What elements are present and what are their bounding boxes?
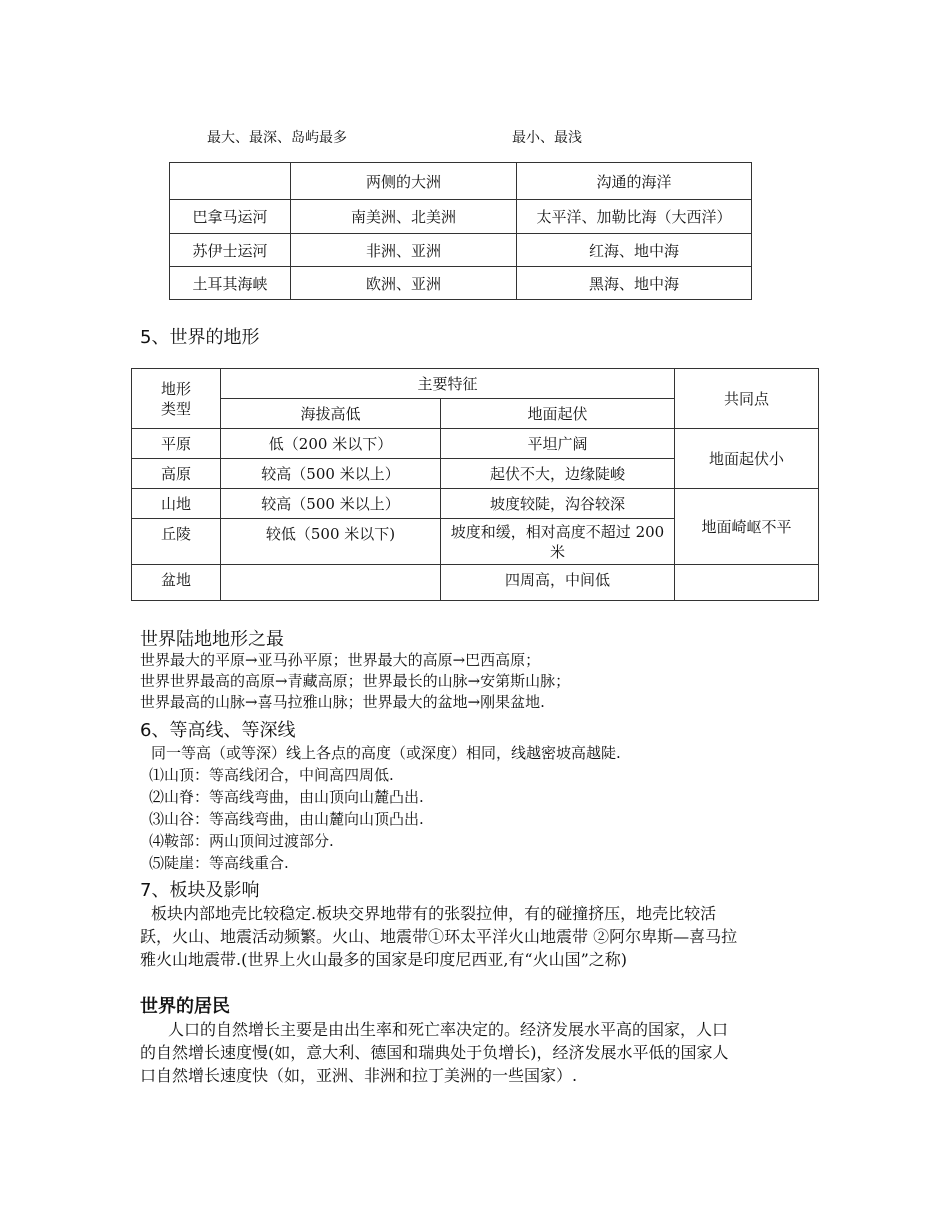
contour-item: ⑷鞍部：两山顶间过渡部分.: [149, 832, 334, 850]
top-note-left: 最大、最深、岛屿最多: [207, 130, 347, 146]
canal-continents: 非洲、亚洲: [291, 234, 517, 267]
table-row: [132, 489, 819, 519]
terrain-common-1: 地面起伏小: [675, 429, 819, 489]
records-line: 世界最高的山脉→喜马拉雅山脉；世界最大的盆地→刚果盆地.: [140, 693, 545, 711]
table-row: [170, 200, 752, 234]
terrain-header-relief: 地面起伏: [441, 399, 675, 429]
canal-oceans: 红海、地中海: [517, 234, 752, 267]
terrain-type: 盆地: [132, 565, 221, 601]
residents-line: 的自然增长速度慢(如，意大利、德国和瑞典处于负增长)，经济发展水平低的国家人: [140, 1043, 729, 1062]
section-6-title: 6、等高线、等深线: [140, 720, 296, 741]
canal-name: 巴拿马运河: [170, 200, 291, 234]
section-6-intro: 同一等高（或等深）线上各点的高度（或深度）相同，线越密坡高越陡.: [151, 744, 621, 762]
terrain-altitude: 较低（500 米以下): [221, 519, 441, 565]
terrain-type: 丘陵: [132, 519, 221, 565]
terrain-altitude: [221, 565, 441, 601]
canal-continents: 南美洲、北美洲: [291, 200, 517, 234]
residents-line: 人口的自然增长主要是由出生率和死亡率决定的。经济发展水平高的国家，人口: [168, 1020, 729, 1039]
residents-title: 世界的居民: [140, 996, 230, 1017]
canal-name: 苏伊士运河: [170, 234, 291, 267]
contour-item: ⑸陡崖：等高线重合.: [149, 854, 289, 872]
residents-line: 口自然增长速度快（如，亚洲、非洲和拉丁美洲的一些国家）.: [140, 1066, 578, 1085]
canal-table: [169, 162, 752, 300]
terrain-relief: 四周高，中间低: [441, 565, 675, 601]
canal-header-oceans: 沟通的海洋: [517, 163, 752, 200]
section-5-title: 5、世界的地形: [140, 327, 260, 348]
terrain-relief: 坡度和缓，相对高度不超过 200 米: [441, 519, 675, 565]
canal-oceans: 太平洋、加勒比海（大西洋）: [517, 200, 752, 234]
terrain-relief: 起伏不大，边缘陡峻: [441, 459, 675, 489]
terrain-altitude: 较高（500 米以上）: [221, 459, 441, 489]
table-row: [132, 565, 819, 601]
terrain-common-blank: [675, 565, 819, 601]
terrain-relief: 平坦广阔: [441, 429, 675, 459]
canal-continents: 欧洲、亚洲: [291, 267, 517, 300]
terrain-altitude: 低（200 米以下）: [221, 429, 441, 459]
top-note-right: 最小、最浅: [512, 130, 582, 146]
terrain-type: 山地: [132, 489, 221, 519]
terrain-type: 平原: [132, 429, 221, 459]
records-line: 世界最大的平原→亚马孙平原；世界最大的高原→巴西高原；: [140, 651, 541, 669]
canal-table-header: [170, 163, 752, 200]
canal-header-continents: 两侧的大洲: [291, 163, 517, 200]
contour-item: ⑶山谷：等高线弯曲，由山麓向山顶凸出.: [149, 810, 424, 828]
plate-line: 板块内部地壳比较稳定.板块交界地带有的张裂拉伸，有的碰撞挤压，地壳比较活: [151, 904, 717, 923]
canal-name: 土耳其海峡: [170, 267, 291, 300]
terrain-header-main: 主要特征: [221, 369, 675, 399]
terrain-header-common: 共同点: [675, 369, 819, 429]
canal-oceans: 黑海、地中海: [517, 267, 752, 300]
table-row: [170, 234, 752, 267]
contour-item: ⑴山顶：等高线闭合，中间高四周低.: [149, 766, 394, 784]
terrain-type: 高原: [132, 459, 221, 489]
table-row: [170, 267, 752, 300]
plate-line: 雅火山地震带.(世界上火山最多的国家是印度尼西亚,有“火山国”之称): [140, 950, 628, 969]
contour-item: ⑵山脊：等高线弯曲，由山顶向山麓凸出.: [149, 788, 424, 806]
records-title: 世界陆地地形之最: [140, 629, 284, 650]
terrain-altitude: 较高（500 米以上）: [221, 489, 441, 519]
terrain-common-2: 地面崎岖不平: [675, 489, 819, 565]
records-line: 世界世界最高的高原→青藏高原；世界最长的山脉→安第斯山脉；: [140, 672, 571, 690]
plate-line: 跃，火山、地震活动频繁。火山、地震带①环太平洋火山地震带 ②阿尔卑斯—喜马拉: [140, 927, 738, 946]
table-row: [132, 429, 819, 459]
terrain-relief: 坡度较陡，沟谷较深: [441, 489, 675, 519]
terrain-header-type: 地形类型: [132, 369, 221, 429]
canal-header-blank: [170, 163, 291, 200]
section-7-title: 7、板块及影响: [140, 880, 260, 901]
terrain-header-altitude: 海拔高低: [221, 399, 441, 429]
terrain-table: [131, 368, 819, 601]
